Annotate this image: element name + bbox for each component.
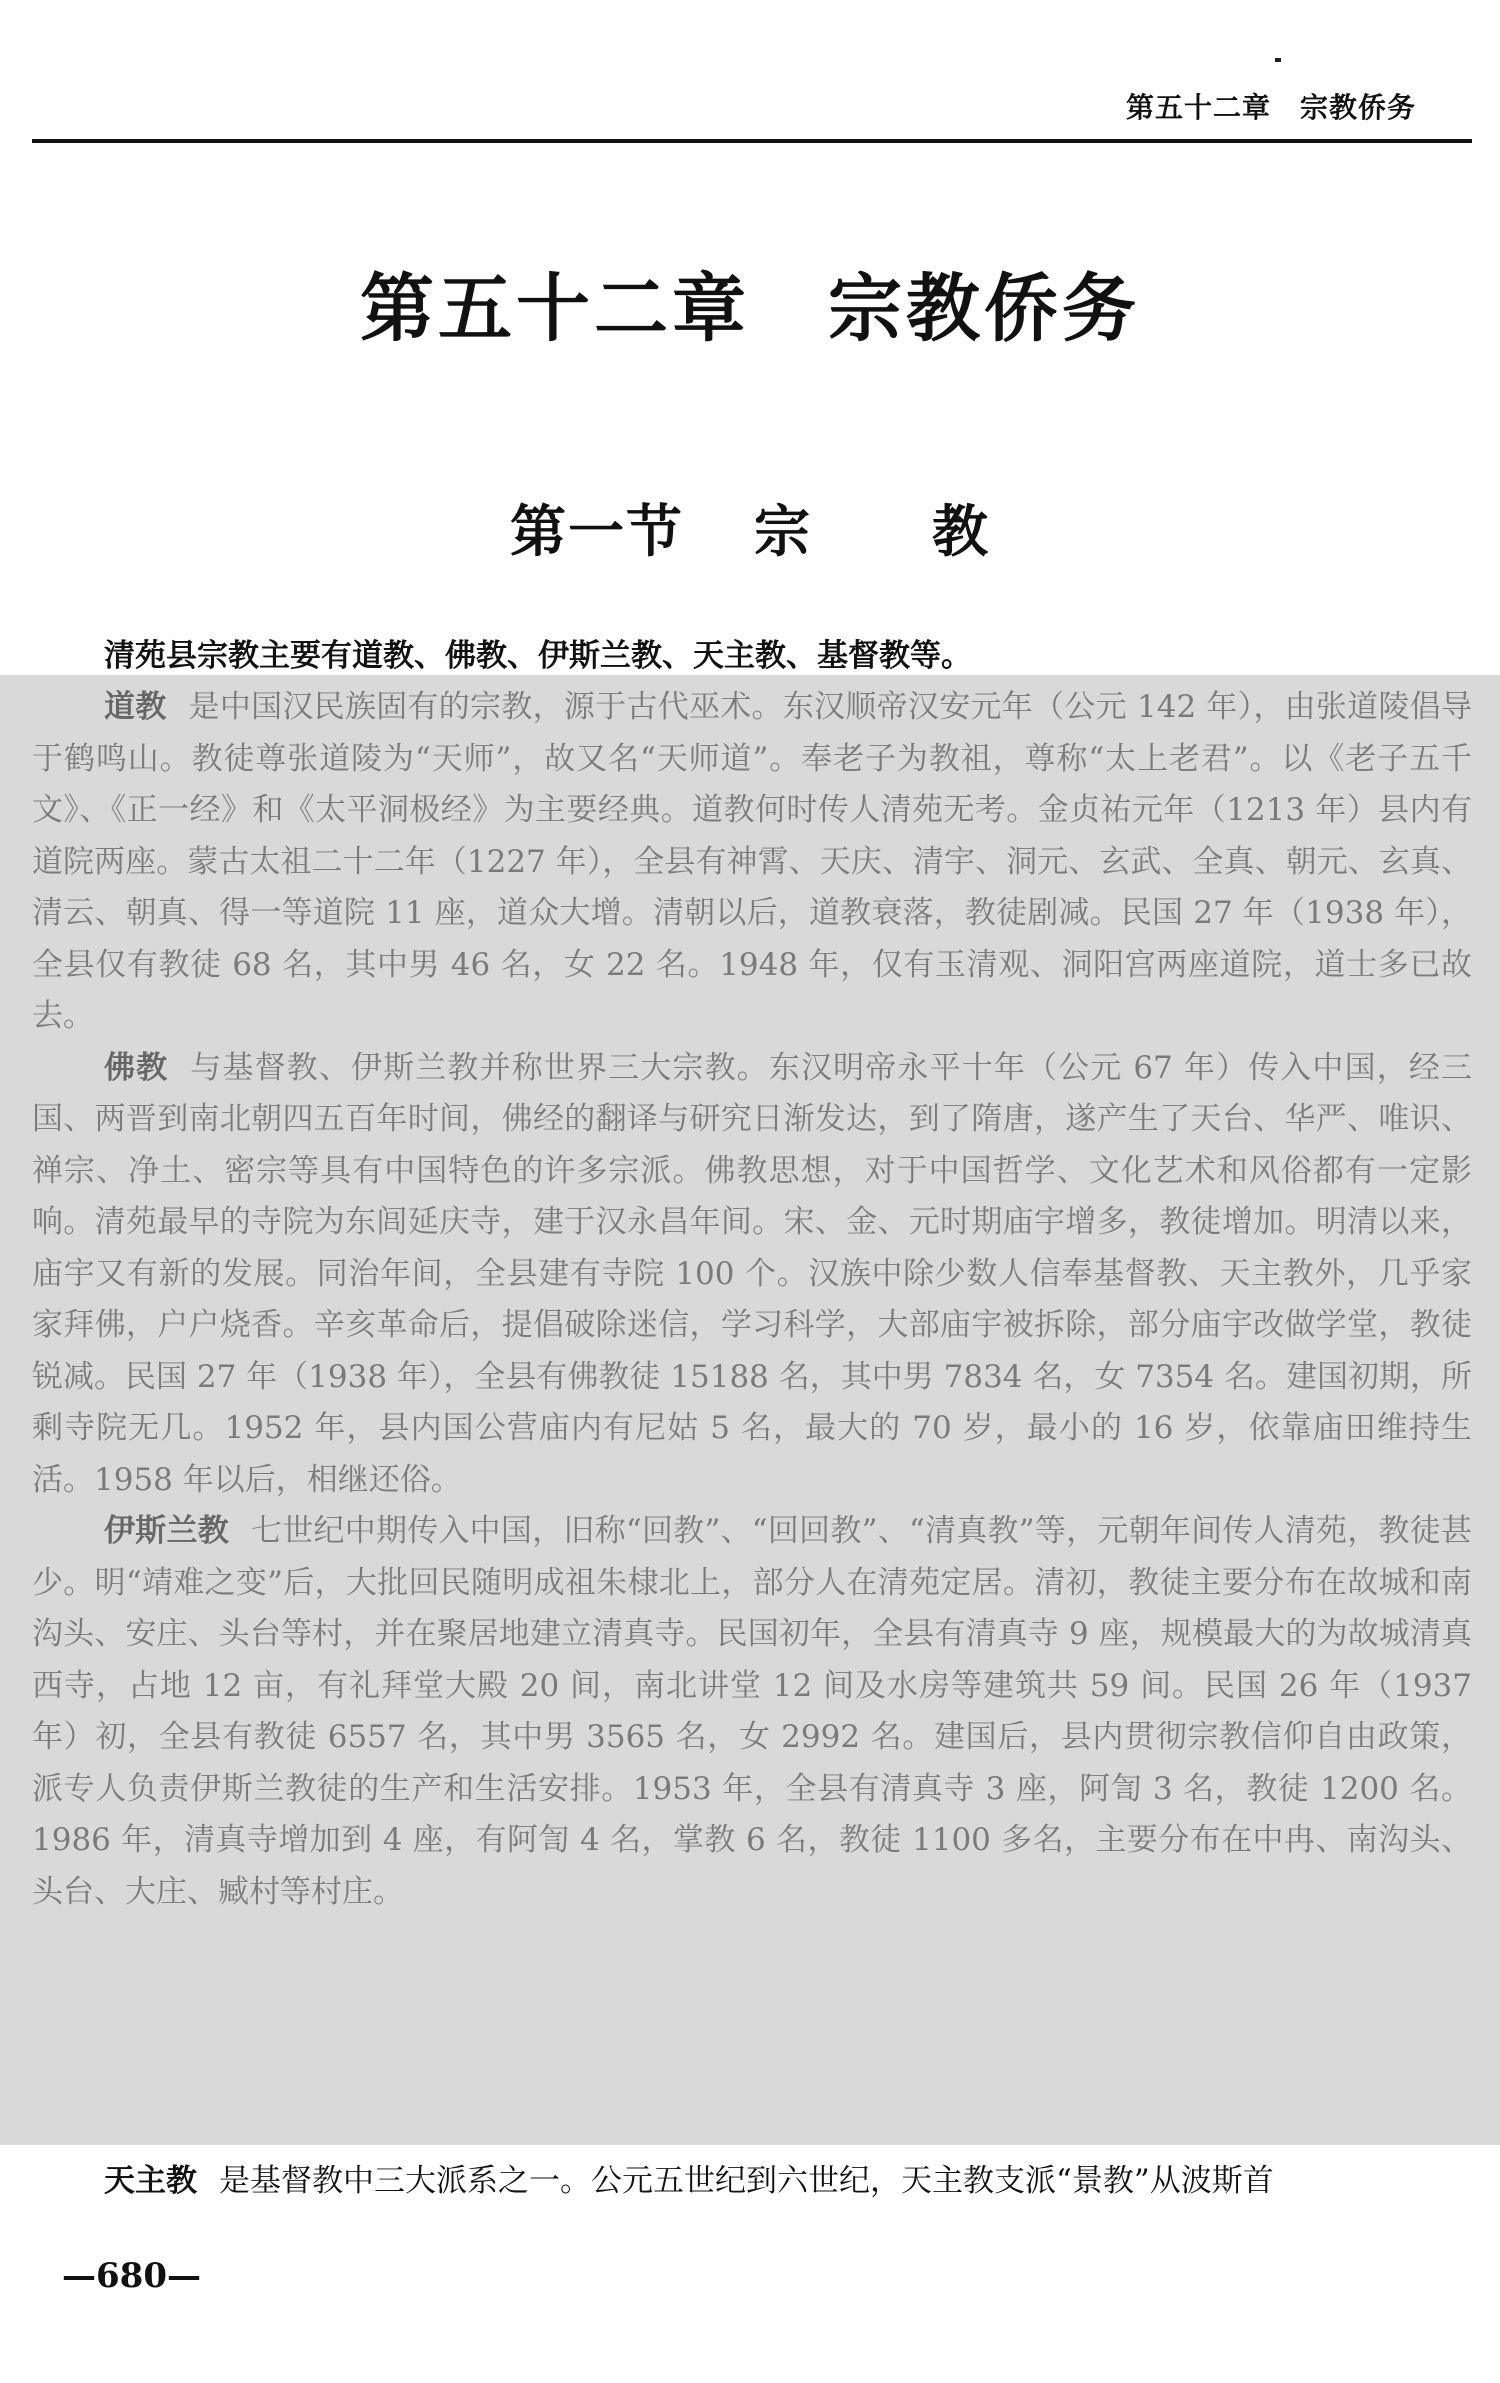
section-number: 第一节 <box>510 500 684 565</box>
paragraph-islam <box>32 1506 1472 1918</box>
term-buddhism: 佛教 <box>104 1049 169 1086</box>
paragraph-text: 与基督教、伊斯兰教并称世界三大宗教。东汉明帝永平十年（公元 67 年）传入中国，经三国、两晋到南北朝四五百年时间，佛经的翻译与研究日渐发达，到了隋唐，遂产生了天台、华严、唯识、禅宗、净土、密宗等具有中国特色的许多宗派。佛教思想，对于中国哲学、文化艺术和风俗都有一定影响。清苑最早的寺院为东闾延庆寺，建于汉永昌年间。宋、金、元时期庙宇增多，教徒增加。明清以来，庙宇又有新的发展。同治年间，全县建有寺院 100 个。汉族中除少数人信奉基督教、天主教外，几乎家家拜佛，户户烧香。辛亥革命后，提倡破除迷信，学习科学，大部庙宇被拆除，部分庙宇改做学堂，教徒锐减。民国 27 年（1938 年），全县有佛教徒 15188 名，其中男 7834 名，女 7354 名。建国初期，所剩寺院无几。1952 年，县内国公营庙内有尼姑 5 名，最大的 70 岁，最小的 16 岁，依靠庙田维持生活。1958 年以后，相继还俗。 <box>32 1049 1473 1498</box>
section-word-2: 教 <box>932 500 990 565</box>
scan-speck <box>1275 58 1281 62</box>
paragraph-taoism <box>32 682 1472 1043</box>
section-title <box>0 488 1500 568</box>
body-text <box>32 682 1472 1918</box>
running-header: 第五十二章 宗教侨务 <box>1125 91 1416 124</box>
chapter-title: 第五十二章 宗教侨务 <box>360 266 1140 352</box>
term-islam: 伊斯兰教 <box>104 1513 229 1549</box>
intro-paragraph: 清苑县宗教主要有道教、佛教、伊斯兰教、天主教、基督教等。 <box>104 638 972 674</box>
header-rule <box>32 139 1472 143</box>
paragraph-text: 是中国汉民族固有的宗教，源于古代巫术。东汉顺帝汉安元年（公元 142 年），由张道陵倡导于鹤鸣山。教徒尊张道陵为“天师”，故又名“天师道”。奉老子为教祖，尊称“太上老君”。以《老子五千文》、《正一经》和《太平洞极经》为主要经典。道教何时传人清苑无考。金贞祐元年（1213 年）县内有道院两座。蒙古太祖二十二年（1227 年），全县有神霄、天庆、清宇、洞元、玄武、全真、朝元、玄真、清云、朝真、得一等道院 11 座，道众大增。清朝以后，道教衰落，教徒剧减。民国 27 年（1938 年），全县仅有教徒 68 名，其中男 46 名，女 22 名。1948 年，仅有玉清观、洞阳宫两座道院，道士多已故去。 <box>32 689 1473 1034</box>
paragraph-buddhism <box>32 1043 1472 1507</box>
page-number: —680— <box>62 2256 201 2296</box>
paragraph-text: 七世纪中期传入中国，旧称“回教”、“回回教”、“清真教”等，元朝年间传人清苑，教徒甚少。明“靖难之变”后，大批回民随明成祖朱棣北上，部分人在清苑定居。清初，教徒主要分布在故城和南沟头、安庄、头台等村，并在聚居地建立清真寺。民国初年，全县有清真寺 9 座，规模最大的为故城清真西寺，占地 12 亩，有礼拜堂大殿 20 间，南北讲堂 12 间及水房等建筑共 59 间。民国 26 年（1937 年）初，全县有教徒 6557 名，其中男 3565 名，女 2992 名。建国后，县内贯彻宗教信仰自由政策，派专人负责伊斯兰教徒的生产和生活安排。1953 年，全县有清真寺 3 座，阿訇 3 名，教徒 1200 名。1986 年，清真寺增加到 4 座，有阿訇 4 名，掌教 6 名，教徒 1100 多名，主要分布在中冉、南沟头、头台、大庄、臧村等村庄。 <box>32 1513 1473 1910</box>
paragraph-catholicism <box>32 2156 1472 2208</box>
paragraph-text: 是基督教中三大派系之一。公元五世纪到六世纪，天主教支派“景教”从波斯首 <box>219 2163 1274 2199</box>
term-catholicism: 天主教 <box>104 2163 197 2199</box>
section-word-1: 宗 <box>754 500 812 565</box>
term-taoism: 道教 <box>104 689 167 725</box>
